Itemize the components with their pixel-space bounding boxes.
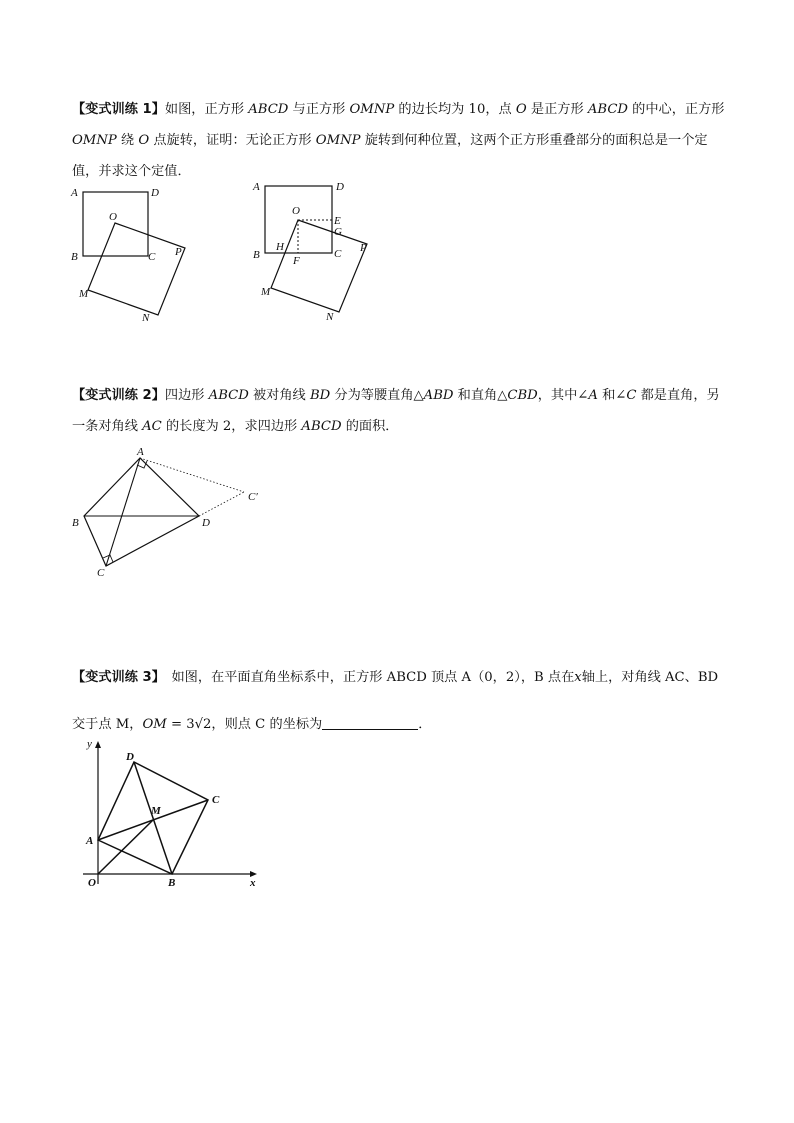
- problem-3-text: 【变式训练 3】 如图，在平面直角坐标系中，正方形 ABCD 顶点 A（0，2），B 点在x轴上，对角线 AC、BD 交于点 M，OM = 3√2，则点 C 的坐标为 ．: [72, 670, 719, 732]
- label-b: B: [72, 517, 79, 529]
- quadrilateral-abcd: [84, 458, 199, 566]
- label-c: C: [97, 567, 105, 579]
- figure-1-right: [250, 180, 380, 330]
- segment-om: [98, 820, 153, 874]
- y-arrow-icon: [95, 741, 101, 748]
- label-n: N: [142, 312, 150, 324]
- problem-2-tag: 【变式训练 2】: [72, 388, 165, 403]
- label-a: A: [253, 181, 260, 193]
- label-n: N: [326, 311, 334, 323]
- label-f: F: [293, 255, 300, 267]
- square-omnp: [88, 223, 185, 315]
- label-a: A: [137, 446, 144, 458]
- dotted-dc1: [199, 492, 244, 516]
- problem-3-tag: 【变式训练 3】: [72, 670, 159, 685]
- label-e: E: [334, 215, 341, 227]
- label-c: C: [334, 248, 342, 260]
- figure-2: [66, 442, 266, 582]
- label-c-prime: C′: [248, 491, 258, 503]
- label-a: A: [86, 835, 94, 847]
- label-p: P: [175, 246, 182, 258]
- label-c: C: [148, 251, 156, 263]
- square-omnp: [271, 220, 367, 312]
- square-abcd: [83, 192, 148, 256]
- label-m: M: [151, 805, 161, 817]
- label-h: H: [276, 241, 284, 253]
- label-o: O: [88, 877, 96, 889]
- label-m: M: [79, 288, 89, 300]
- answer-blank: [322, 715, 418, 730]
- figure-3: [80, 734, 270, 894]
- label-d: D: [336, 181, 344, 193]
- dotted-ac1: [140, 458, 244, 492]
- label-m: M: [261, 286, 271, 298]
- problem-1-tag: 【变式训练 1】: [72, 102, 165, 117]
- label-b: B: [253, 249, 260, 261]
- problem-1-text: 【变式训练 1】如图，正方形 ABCD 与正方形 OMNP 的边长均为 10，点 O 是正方形 ABCD 的中心，正方形OMNP 绕 O 点旋转，证明：无论正方形 OMNP 旋转到何种位置，这两个正方形重叠部分的面积总是一个定值，并求这个定值．: [72, 102, 725, 179]
- label-d: D: [151, 187, 159, 199]
- label-a: A: [71, 187, 78, 199]
- label-x: x: [250, 877, 256, 889]
- problem-2-text: 【变式训练 2】四边形 ABCD 被对角线 BD 分为等腰直角△ABD 和直角△CBD，其中∠A 和∠C 都是直角，另一条对角线 AC 的长度为 2，求四边形 ABCD 的面积．: [72, 388, 720, 434]
- label-b: B: [71, 251, 78, 263]
- label-p: P: [360, 242, 367, 254]
- label-d: D: [202, 517, 210, 529]
- label-o: O: [292, 205, 300, 217]
- label-y: y: [87, 738, 92, 750]
- label-o: O: [109, 211, 117, 223]
- label-b: B: [168, 877, 176, 889]
- om-formula: OM: [142, 717, 167, 732]
- label-d: D: [126, 751, 134, 763]
- figure-1-left: [68, 180, 198, 330]
- label-c: C: [212, 794, 220, 806]
- label-g: G: [334, 226, 342, 238]
